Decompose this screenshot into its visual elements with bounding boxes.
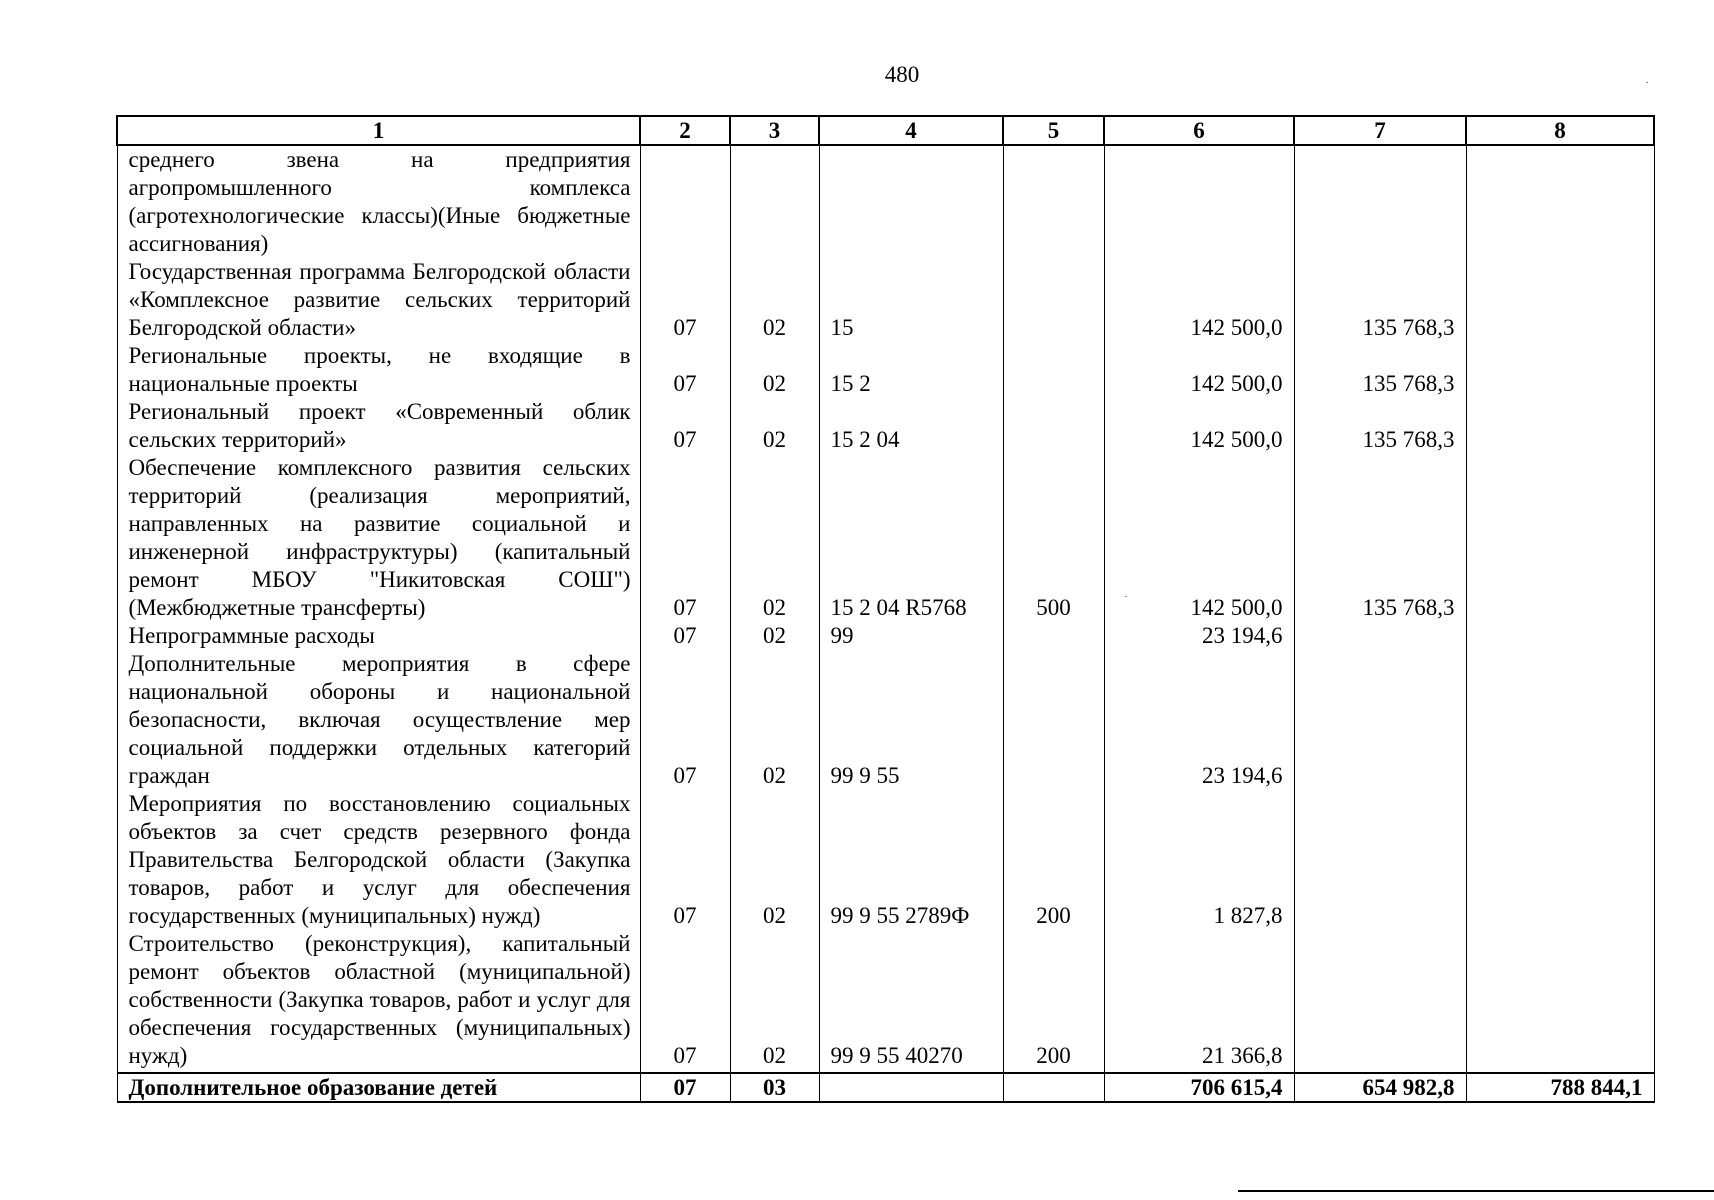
row-target-article: 99 xyxy=(819,622,1003,650)
row-section xyxy=(640,145,730,258)
table-row xyxy=(117,930,1654,1073)
row-subsection: 02 xyxy=(730,342,819,398)
row-amount-col6: 142 500,0 xyxy=(1104,258,1294,342)
row-amount-col7 xyxy=(1294,930,1466,1073)
table-row xyxy=(117,258,1654,342)
row-name: Строительство (реконструкция), капитальный ремонт объектов областной (муниципальной) собственности (Закупка товаров, работ и услуг для обеспечения государственных (муниципальных) нужд) xyxy=(117,930,640,1073)
row-section: 07 xyxy=(640,454,730,622)
row-section: 07 xyxy=(640,622,730,650)
row-amount-col7 xyxy=(1294,145,1466,258)
row-section: 07 xyxy=(640,342,730,398)
row-name: Непрограммные расходы xyxy=(117,622,640,650)
row-name: Государственная программа Белгородской области «Комплексное развитие сельских территорий Белгородской области» xyxy=(117,258,640,342)
row-name: Мероприятия по восстановлению социальных объектов за счет средств резервного фонда Правительства Белгородской области (Закупка товаров, работ и услуг для обеспечения государственных (муниципальных) нужд) xyxy=(117,790,640,930)
row-target-article: 15 2 04 R5768 xyxy=(819,454,1003,622)
row-amount-col7: 135 768,3 xyxy=(1294,258,1466,342)
header-row xyxy=(117,116,1654,145)
row-name: Обеспечение комплексного развития сельских территорий (реализация мероприятий, направленных на развитие социальной и инженерной инфраструктуры) (капитальный ремонт МБОУ "Никитовская СОШ") (Межбюджетные трансферты) xyxy=(117,454,640,622)
row-amount-col6: 142 500,0 xyxy=(1104,398,1294,454)
total-subsection: 03 xyxy=(730,1073,819,1102)
row-subsection: 02 xyxy=(730,398,819,454)
row-amount-col8 xyxy=(1466,258,1654,342)
budget-table xyxy=(116,115,1655,1103)
total-row xyxy=(117,1073,1654,1102)
row-target-article: 99 9 55 2789Ф xyxy=(819,790,1003,930)
row-expense-type: 200 xyxy=(1003,790,1104,930)
row-section: 07 xyxy=(640,650,730,790)
row-target-article: 15 2 04 xyxy=(819,398,1003,454)
row-subsection: 02 xyxy=(730,622,819,650)
total-amount-col8: 788 844,1 xyxy=(1466,1073,1654,1102)
table-row xyxy=(117,145,1654,258)
row-amount-col6: 23 194,6 xyxy=(1104,650,1294,790)
row-amount-col6: 1 827,8 xyxy=(1104,790,1294,930)
row-subsection: 02 xyxy=(730,454,819,622)
row-subsection: 02 xyxy=(730,790,819,930)
header-col-8: 8 xyxy=(1466,116,1654,145)
row-expense-type xyxy=(1003,622,1104,650)
table-row xyxy=(117,342,1654,398)
row-subsection: 02 xyxy=(730,258,819,342)
row-amount-col6: 21 366,8 xyxy=(1104,930,1294,1073)
row-name: Региональный проект «Современный облик сельских территорий» xyxy=(117,398,640,454)
row-amount-col6: 142 500,0 xyxy=(1104,342,1294,398)
row-target-article: 99 9 55 40270 xyxy=(819,930,1003,1073)
header-col-1: 1 xyxy=(117,116,640,145)
total-expense-type xyxy=(1003,1073,1104,1102)
row-amount-col8 xyxy=(1466,790,1654,930)
row-expense-type xyxy=(1003,650,1104,790)
header-col-4: 4 xyxy=(819,116,1003,145)
row-amount-col8 xyxy=(1466,650,1654,790)
row-amount-col8 xyxy=(1466,342,1654,398)
table-row xyxy=(117,790,1654,930)
row-target-article: 15 2 xyxy=(819,342,1003,398)
table-row xyxy=(117,650,1654,790)
total-target-article xyxy=(819,1073,1003,1102)
row-target-article: 99 9 55 xyxy=(819,650,1003,790)
row-amount-col8 xyxy=(1466,622,1654,650)
table-row xyxy=(117,454,1654,622)
page-number: 480 xyxy=(884,62,920,87)
header-col-6: 6 xyxy=(1104,116,1294,145)
row-amount-col6 xyxy=(1104,145,1294,258)
row-name: среднего звена на предприятия агропромышленного комплекса (агротехнологические классы)(Иные бюджетные ассигнования) xyxy=(117,145,640,258)
total-amount-col7: 654 982,8 xyxy=(1294,1073,1466,1102)
row-target-article xyxy=(819,145,1003,258)
row-expense-type: 200 xyxy=(1003,930,1104,1073)
row-expense-type xyxy=(1003,342,1104,398)
row-name: Дополнительные мероприятия в сфере национальной обороны и национальной безопасности, включая осуществление мер социальной поддержки отдельных категорий граждан xyxy=(117,650,640,790)
row-amount-col8 xyxy=(1466,145,1654,258)
row-amount-col7 xyxy=(1294,622,1466,650)
row-amount-col7 xyxy=(1294,790,1466,930)
total-amount-col6: 706 615,4 xyxy=(1104,1073,1294,1102)
row-section: 07 xyxy=(640,790,730,930)
row-section: 07 xyxy=(640,258,730,342)
row-amount-col8 xyxy=(1466,930,1654,1073)
row-amount-col7: 135 768,3 xyxy=(1294,398,1466,454)
row-amount-col7: 135 768,3 xyxy=(1294,454,1466,622)
row-name: Региональные проекты, не входящие в национальные проекты xyxy=(117,342,640,398)
total-section: 07 xyxy=(640,1073,730,1102)
row-subsection: 02 xyxy=(730,930,819,1073)
row-amount-col7: 135 768,3 xyxy=(1294,342,1466,398)
scan-speck xyxy=(1125,596,1127,597)
row-amount-col7 xyxy=(1294,650,1466,790)
row-target-article: 15 xyxy=(819,258,1003,342)
header-col-5: 5 xyxy=(1003,116,1104,145)
row-expense-type xyxy=(1003,398,1104,454)
row-amount-col8 xyxy=(1466,454,1654,622)
row-section: 07 xyxy=(640,398,730,454)
scan-speck xyxy=(1646,82,1648,83)
row-amount-col6: 142 500,0 xyxy=(1104,454,1294,622)
total-name: Дополнительное образование детей xyxy=(117,1073,640,1102)
row-amount-col8 xyxy=(1466,398,1654,454)
header-col-2: 2 xyxy=(640,116,730,145)
row-subsection: 02 xyxy=(730,650,819,790)
row-subsection xyxy=(730,145,819,258)
header-col-7: 7 xyxy=(1294,116,1466,145)
row-expense-type: 500 xyxy=(1003,454,1104,622)
table-row xyxy=(117,622,1654,650)
row-amount-col6: 23 194,6 xyxy=(1104,622,1294,650)
footer-rule xyxy=(1238,1190,1714,1192)
row-expense-type xyxy=(1003,258,1104,342)
row-expense-type xyxy=(1003,145,1104,258)
header-col-3: 3 xyxy=(730,116,819,145)
row-section: 07 xyxy=(640,930,730,1073)
table-row xyxy=(117,398,1654,454)
